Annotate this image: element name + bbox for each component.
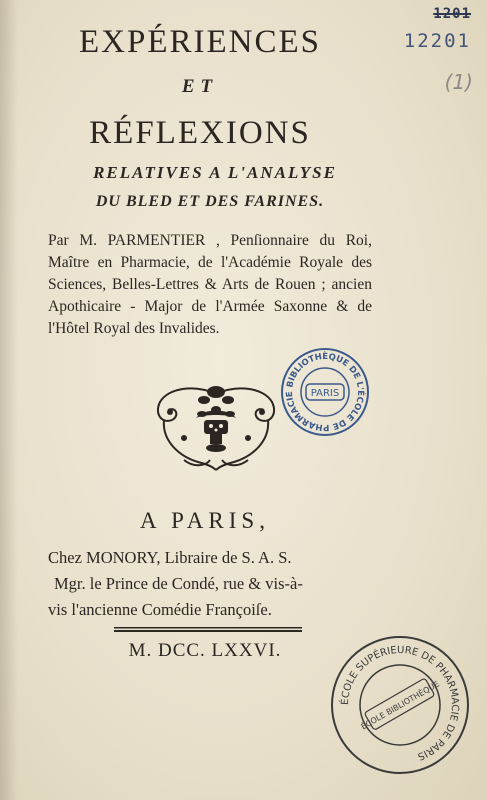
author-line: Par M. PARMENTIER , Penſionnaire du <box>48 232 336 249</box>
author-line: Royale des Sciences, Belles-Lettres & Arts <box>48 254 372 293</box>
author-line: Invalides. <box>158 320 220 337</box>
floral-vignette-icon <box>154 380 278 472</box>
author-statement <box>48 230 372 340</box>
margin-note: (1) <box>444 70 473 94</box>
author-line: de Rouen ; ancien Apothicaire - Major de <box>48 276 372 315</box>
school-stamp <box>329 634 471 776</box>
school-stamp-center: ÉCOLE BIBLIOTHÈQUE <box>359 679 441 732</box>
imprint-city: A PARIS, <box>140 508 270 533</box>
new-shelfmark: 12201 <box>403 30 471 52</box>
title-line-1: EXPÉRIENCES <box>78 24 321 60</box>
imprint-year: M. DCC. LXXVI. <box>128 640 282 661</box>
old-shelfmark: 1201 <box>433 6 471 22</box>
library-stamp-center: PARIS <box>310 388 340 399</box>
publisher-line: Mgr. le Prince de Condé, rue & vis-à- <box>54 574 303 593</box>
author-line: l'Armée Saxonne & de l'Hôtel Royal des <box>48 298 372 337</box>
subtitle-line-2: DU BLED ET DES FARINES. <box>95 193 325 210</box>
double-rule-divider <box>114 627 302 632</box>
publisher-statement <box>48 545 378 623</box>
subtitle-line-1: RELATIVES A L'ANALYSE <box>93 163 337 182</box>
school-stamp-ring-text: ÉCOLE SUPÉRIEURE DE PHARMACIE DE PARIS <box>339 644 461 762</box>
library-stamp-ring-text: BIBLIOTHÈQUE DE L'ÉCOLE DE PHARMACIE <box>284 351 366 433</box>
library-stamp <box>280 347 370 437</box>
title-line-2: ET <box>181 76 219 97</box>
title-line-3: RÉFLEXIONS <box>89 115 311 151</box>
publisher-line: vis l'ancienne Comédie Françoiſe. <box>48 600 272 619</box>
shelfmark <box>404 6 471 52</box>
publisher-line: Chez MONORY, Libraire de S. A. S. <box>48 548 292 567</box>
author-line: Roi, Maître en Pharmacie, de l'Académie <box>48 232 372 271</box>
